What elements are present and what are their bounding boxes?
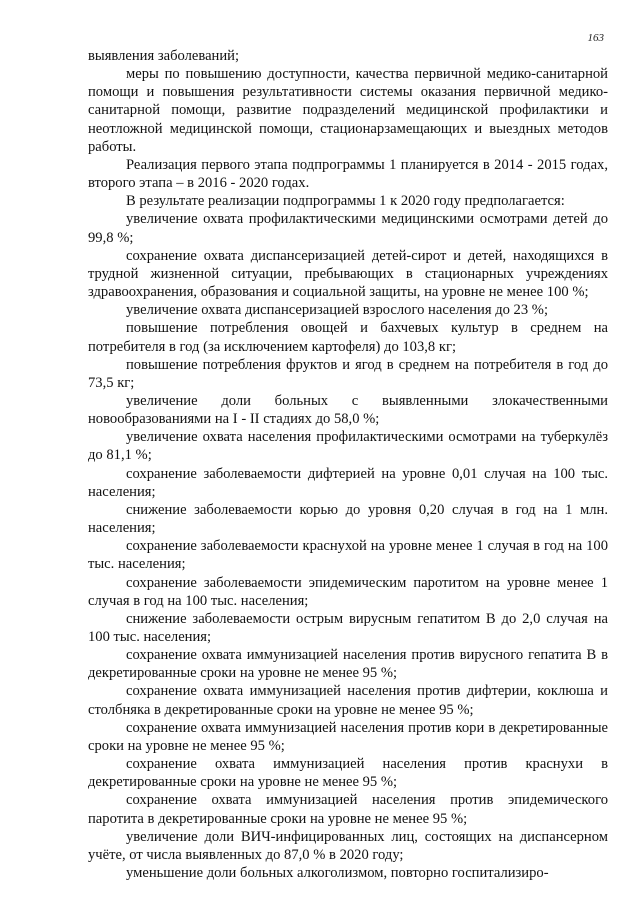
paragraph: повышение потребления фруктов и ягод в среднем на потребителя в год до 73,5 кг; xyxy=(88,356,608,391)
paragraph: сохранение заболеваемости дифтерией на уровне 0,01 случая на 100 тыс. населения; xyxy=(88,465,608,500)
paragraph: увеличение доли ВИЧ-инфицированных лиц, состоящих на диспансерном учёте, от числа выявленных до 87,0 % в 2020 году; xyxy=(88,828,608,863)
paragraph: выявления заболеваний; xyxy=(88,48,240,64)
paragraph: увеличение охвата профилактическими медицинскими осмотрами детей до 99,8 %; xyxy=(88,211,608,246)
document-body xyxy=(88,47,608,882)
paragraph: сохранение охвата иммунизацией населения против вирусного гепатита В в декретированные сроки на уровне не менее 95 %; xyxy=(88,647,608,682)
paragraph: сохранение заболеваемости краснухой на уровне менее 1 случая в год на 100 тыс. населения; xyxy=(88,538,608,573)
paragraph: уменьшение доли больных алкоголизмом, повторно госпитализиро- xyxy=(126,865,549,882)
paragraph: сохранение охвата иммунизацией населения против эпидемического паротита в декретированные сроки на уровне не менее 95 %; xyxy=(88,792,608,827)
paragraph: сохранение охвата иммунизацией населения против кори в декретированные сроки на уровне не менее 95 %; xyxy=(88,719,608,754)
paragraph: сохранение охвата иммунизацией населения против краснухи в декретированные сроки на уровне не менее 95 %; xyxy=(88,756,608,791)
paragraph: сохранение заболеваемости эпидемическим паротитом на уровне менее 1 случая в год на 100 тыс. населения; xyxy=(88,574,608,609)
paragraph: меры по повышению доступности, качества первичной медико-санитарной помощи и повышения результативности системы оказания первичной медико-санитарной помощи, развитие подразделений медицинской профилактики и неотложной медицинской помощи, стационарзамещающих и выездных методов работы. xyxy=(88,66,608,155)
paragraph: снижение заболеваемости корью до уровня 0,20 случая в год на 1 млн. населения; xyxy=(88,501,608,537)
paragraph: повышение потребления овощей и бахчевых культур в среднем на потребителя в год (за исключением картофеля) до 103,8 кг; xyxy=(88,320,608,355)
paragraph: увеличение доли больных с выявленными злокачественными новообразованиями на I - II стадиях до 58,0 %; xyxy=(88,392,608,428)
paragraph: В результате реализации подпрограммы 1 к 2020 году предполагается: xyxy=(126,193,565,210)
paragraph: увеличение охвата населения профилактическими осмотрами на туберкулёз до 81,1 %; xyxy=(88,429,608,464)
page-number: 163 xyxy=(587,32,604,44)
paragraph: Реализация первого этапа подпрограммы 1 планируется в 2014 - 2015 годах, второго этапа – в 2016 - 2020 годах. xyxy=(88,156,608,192)
paragraph: снижение заболеваемости острым вирусным гепатитом В до 2,0 случая на 100 тыс. населения; xyxy=(88,610,608,645)
paragraph: увеличение охвата диспансеризацией взрослого населения до 23 %; xyxy=(126,302,549,319)
paragraph: сохранение охвата диспансеризацией детей-сирот и детей, находящихся в трудной жизненной ситуации, пребывающих в стационарных учреждениях здравоохранения, образования и социальной защиты, на уровне не менее 100 %; xyxy=(88,247,608,301)
paragraph: сохранение охвата иммунизацией населения против дифтерии, коклюша и столбняка в декретированные сроки на уровне не менее 95 %; xyxy=(88,683,608,718)
